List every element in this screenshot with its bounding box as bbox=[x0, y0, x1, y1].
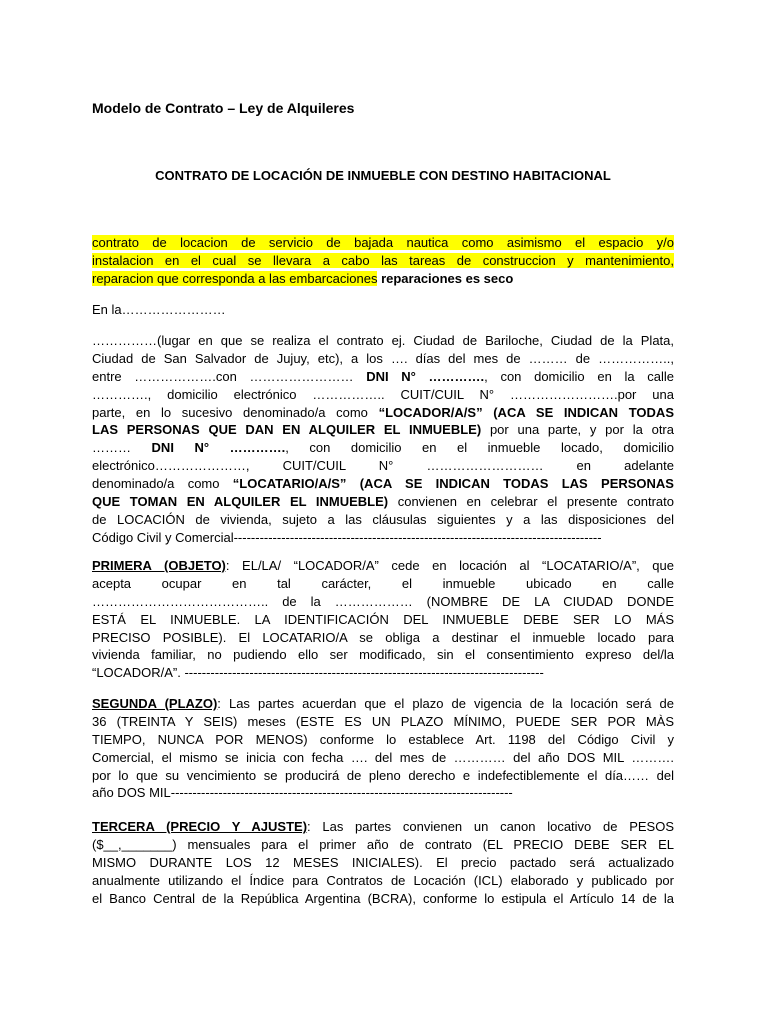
paragraph-line: acepta ocupar en tal carácter, el inmueble ubicado en calle bbox=[92, 575, 674, 591]
highlight-line-1 bbox=[92, 234, 674, 252]
clause-heading bbox=[92, 558, 226, 573]
clause-segunda bbox=[92, 695, 674, 802]
paragraph-line bbox=[92, 557, 674, 575]
paragraph-line bbox=[92, 404, 674, 422]
paragraph-line bbox=[92, 439, 674, 457]
text-span: parte, en lo sucesivo denominado/a como bbox=[92, 404, 379, 420]
parties-paragraph bbox=[92, 332, 674, 547]
paragraph-line: MISMO DURANTE LOS 12 MESES INICIALES). El precio pactado será actualizado bbox=[92, 854, 674, 870]
bold-text: DNI N° …………. bbox=[151, 440, 286, 456]
paragraph-line: ESTÁ EL INMUEBLE. LA IDENTIFICACIÓN DEL INMUEBLE DEBE SER LO MÁS bbox=[92, 611, 674, 627]
clause-heading bbox=[92, 819, 307, 834]
text-span: : EL/LA/ “LOCADOR/A” cede en locación al “LOCATARIO/A”, que bbox=[225, 558, 674, 573]
paragraph-line: Ciudad de San Salvador de Jujuy, etc), a los …. días del mes de ……… de …………….., bbox=[92, 350, 674, 366]
paragraph-line bbox=[92, 421, 674, 439]
paragraph-line: anualmente utilizando el Índice para Contratos de Locación (ICL) elaborado y publicado por bbox=[92, 872, 674, 888]
bold-text: “LOCADOR/A/S” (ACA SE INDICAN TODAS bbox=[378, 404, 674, 420]
paragraph-line bbox=[92, 475, 674, 493]
highlight-text: instalacion en el cual se llevara a cabo las tareas de construccion y mantenimiento, bbox=[92, 252, 674, 268]
text-span: , con domicilio en el inmueble locado, domicilio bbox=[285, 440, 674, 456]
highlighted-paragraph bbox=[92, 234, 674, 288]
paragraph-line: ($__,_______) mensuales para el primer año de contrato (EL PRECIO DEBE SER EL bbox=[92, 836, 674, 852]
bold-text: LAS PERSONAS QUE DAN EN ALQUILER EL INMUEBLE) bbox=[92, 422, 482, 438]
en-la-line bbox=[92, 301, 674, 319]
clause-heading-text: PRIMERA (OBJETO) bbox=[92, 558, 226, 573]
text-span: : Las partes convienen un canon locativo de PESOS bbox=[307, 819, 674, 834]
paragraph-line bbox=[92, 493, 674, 511]
clause-heading-text: TERCERA (PRECIO Y AJUSTE) bbox=[92, 819, 308, 834]
bold-text: “LOCATARIO/A/S” (ACA SE INDICAN TODAS LAS PERSONAS bbox=[232, 476, 674, 492]
highlight-line-2 bbox=[92, 252, 674, 270]
paragraph-line: PRECISO POSIBLE). El LOCATARIO/A se obliga a destinar el inmueble locado para bbox=[92, 629, 674, 645]
paragraph-line: electrónico…………………, CUIT/CUIL N° ……………………… en adelante bbox=[92, 458, 674, 474]
text-span: entre ……………….con …………………… bbox=[92, 368, 367, 384]
paragraph-line: 36 (TREINTA Y SEIS) meses (ESTE ES UN PLAZO MÍNIMO, PUEDE SER POR MÀS bbox=[92, 713, 674, 729]
clause-primera bbox=[92, 557, 674, 682]
paragraph-line: TIEMPO, NUNCA POR MENOS) conforme lo establece Art. 1198 del Código Civil y bbox=[92, 731, 674, 747]
contract-title: CONTRATO DE LOCACIÓN DE INMUEBLE CON DESTINO HABITACIONAL bbox=[155, 168, 611, 183]
highlight-text: reparacion que corresponda a las embarcaciones bbox=[92, 270, 378, 286]
clause-tercera bbox=[92, 818, 674, 907]
highlight-line-3 bbox=[92, 270, 674, 288]
paragraph-line: el Banco Central de la República Argentina (BCRA), conforme lo estipula el Artículo 14 de la bbox=[92, 890, 674, 906]
paragraph-line bbox=[92, 695, 674, 713]
paragraph-line: …………., domicilio electrónico …………….. CUIT/CUIL N° …………………….por una bbox=[92, 386, 674, 402]
document-title: Modelo de Contrato – Ley de Alquileres bbox=[92, 100, 355, 116]
text-span: , con domicilio en la calle bbox=[484, 368, 674, 384]
bold-text: reparaciones es seco bbox=[377, 270, 514, 286]
text-span: por una parte, y por la otra bbox=[481, 422, 674, 438]
paragraph-line: ……………(lugar en que se realiza el contrato ej. Ciudad de Bariloche, Ciudad de la Plata, bbox=[92, 333, 674, 348]
text-span: convienen en celebrar el presente contrato bbox=[388, 494, 674, 510]
paragraph-line: “LOCADOR/A”. ----------------------------------------------------------------------------------- bbox=[92, 665, 544, 681]
paragraph-line bbox=[92, 818, 674, 836]
paragraph-line: de LOCACIÓN de vivienda, sujeto a las cláusulas siguientes y a las disposiciones del bbox=[92, 511, 674, 527]
paragraph-line: ………………………………….. de la ……………… (NOMBRE DE LA CIUDAD DONDE bbox=[92, 593, 674, 609]
text-span: denominado/a como bbox=[92, 476, 233, 492]
bold-text: DNI N° …………. bbox=[366, 368, 485, 384]
paragraph-line: Código Civil y Comercial------------------------------------------------------------------------------------- bbox=[92, 529, 602, 545]
text-span: : Las partes acuerdan que el plazo de vigencia de la locación será de bbox=[217, 696, 674, 711]
paragraph-line: por lo que su vencimiento se producirá de pleno derecho e indefectiblemente el día…… del bbox=[92, 767, 674, 783]
paragraph-line: vivienda familiar, no pudiendo ello ser modificado, sin el consentimiento expreso del/la bbox=[92, 647, 674, 663]
en-la-text: En la…………………… bbox=[92, 302, 226, 317]
text-span: ……… bbox=[92, 440, 152, 456]
highlight-text: contrato de locacion de servicio de bajada nautica como asimismo el espacio y/o bbox=[92, 235, 674, 250]
clause-heading-text: SEGUNDA (PLAZO) bbox=[92, 696, 218, 711]
paragraph-line: Comercial, el mismo se inicia con fecha …. del mes de ………… del año DOS MIL ………. bbox=[92, 749, 674, 765]
clause-heading bbox=[92, 696, 217, 711]
bold-text: QUE TOMAN EN ALQUILER EL INMUEBLE) bbox=[92, 494, 389, 510]
paragraph-line bbox=[92, 368, 674, 386]
paragraph-line: año DOS MIL------------------------------------------------------------------------------- bbox=[92, 785, 513, 801]
